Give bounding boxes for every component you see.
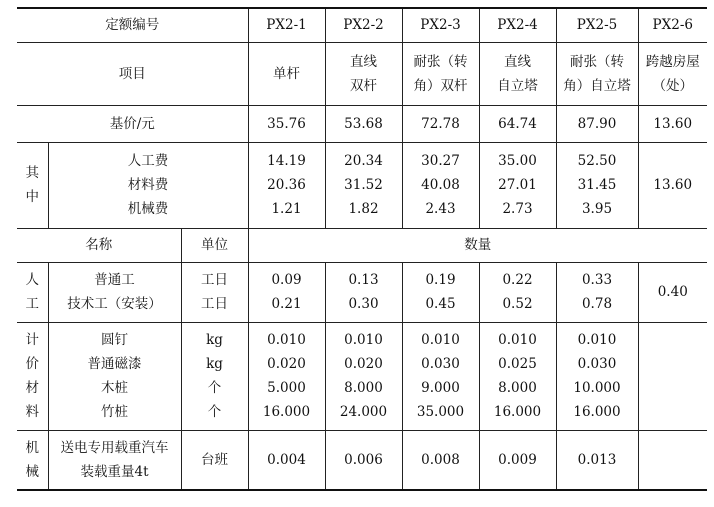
- machinery-names: 送电专用载重汽车 装载重量4t: [48, 430, 181, 490]
- machinery-group-label: 机 械: [17, 430, 48, 490]
- code-cell: PX2-4: [479, 8, 556, 42]
- column-header-row: [17, 228, 707, 262]
- base-price-label: 基价/元: [17, 105, 248, 142]
- materials-values: 0.010 0.020 8.000 24.000: [325, 322, 402, 430]
- materials-group-label: 计 价 材 料: [17, 322, 48, 430]
- labor-values: 0.22 0.52: [479, 262, 556, 322]
- labor-units: 工日 工日: [181, 262, 248, 322]
- item-cell: 耐张（转 角）自立塔: [556, 42, 638, 105]
- code-cell: PX2-2: [325, 8, 402, 42]
- labor-values: 0.19 0.45: [402, 262, 479, 322]
- item-label: 项目: [17, 42, 248, 105]
- breakdown-values: 52.50 31.45 3.95: [556, 142, 638, 228]
- labor-values: 0.33 0.78: [556, 262, 638, 322]
- unit-column-header: 单位: [181, 228, 248, 262]
- breakdown-group-label: 其 中: [17, 142, 48, 228]
- labor-values: 0.13 0.30: [325, 262, 402, 322]
- materials-units: kg kg 个 个: [181, 322, 248, 430]
- item-cell: 直线 双杆: [325, 42, 402, 105]
- item-cell: 耐张（转 角）双杆: [402, 42, 479, 105]
- machinery-value: 0.004: [248, 430, 325, 490]
- materials-names: 圆钉 普通磁漆 木桩 竹桩: [48, 322, 181, 430]
- quota-table: [17, 7, 707, 491]
- code-cell: PX2-3: [402, 8, 479, 42]
- code-label: 定额编号: [17, 8, 248, 42]
- materials-values: [638, 322, 707, 430]
- machinery-value: 0.006: [325, 430, 402, 490]
- materials-values: 0.010 0.030 10.000 16.000: [556, 322, 638, 430]
- labor-group-label: 人 工: [17, 262, 48, 322]
- labor-row: [17, 262, 707, 322]
- breakdown-values: 20.34 31.52 1.82: [325, 142, 402, 228]
- base-price-row: [17, 105, 707, 142]
- materials-values: 0.010 0.020 5.000 16.000: [248, 322, 325, 430]
- base-price-cell: 64.74: [479, 105, 556, 142]
- machinery-value: 0.009: [479, 430, 556, 490]
- breakdown-values: 14.19 20.36 1.21: [248, 142, 325, 228]
- item-row: [17, 42, 707, 105]
- code-cell: PX2-1: [248, 8, 325, 42]
- labor-values: 0.40: [638, 262, 707, 322]
- machinery-value: [638, 430, 707, 490]
- labor-names: 普通工 技术工（安装）: [48, 262, 181, 322]
- breakdown-labels: 人工费 材料费 机械费: [48, 142, 248, 228]
- materials-values: 0.010 0.025 8.000 16.000: [479, 322, 556, 430]
- name-column-header: 名称: [17, 228, 181, 262]
- breakdown-values: 35.00 27.01 2.73: [479, 142, 556, 228]
- base-price-cell: 13.60: [638, 105, 707, 142]
- base-price-cell: 53.68: [325, 105, 402, 142]
- quantity-column-header: 数量: [248, 228, 707, 262]
- labor-values: 0.09 0.21: [248, 262, 325, 322]
- code-cell: PX2-6: [638, 8, 707, 42]
- item-cell: 单杆: [248, 42, 325, 105]
- base-price-cell: 87.90: [556, 105, 638, 142]
- machinery-value: 0.013: [556, 430, 638, 490]
- item-cell: 跨越房屋 （处）: [638, 42, 707, 105]
- code-row: [17, 8, 707, 42]
- breakdown-values: 30.27 40.08 2.43: [402, 142, 479, 228]
- item-cell: 直线 自立塔: [479, 42, 556, 105]
- breakdown-row: [17, 142, 707, 228]
- machinery-row: [17, 430, 707, 490]
- base-price-cell: 72.78: [402, 105, 479, 142]
- code-cell: PX2-5: [556, 8, 638, 42]
- materials-row: [17, 322, 707, 430]
- machinery-value: 0.008: [402, 430, 479, 490]
- base-price-cell: 35.76: [248, 105, 325, 142]
- machinery-unit: 台班: [181, 430, 248, 490]
- materials-values: 0.010 0.030 9.000 35.000: [402, 322, 479, 430]
- breakdown-values: 13.60: [638, 142, 707, 228]
